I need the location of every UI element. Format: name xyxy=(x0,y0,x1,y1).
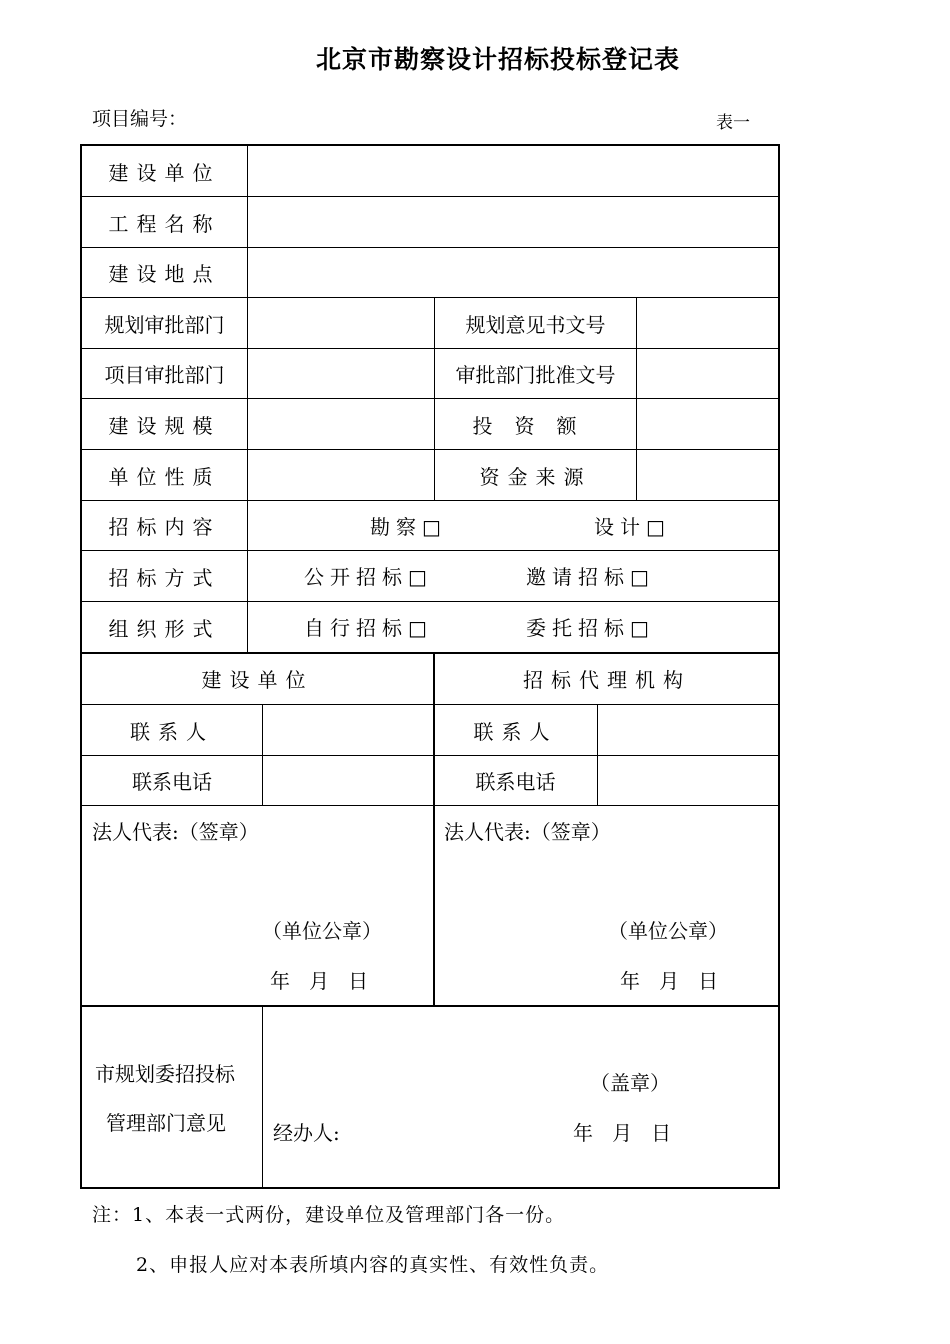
form-title: 北京市勘察设计招标投标登记表 xyxy=(315,45,680,74)
committee-label-line2: 管理部门意见 xyxy=(106,1111,226,1135)
label-contact-phone-left: 联系电话 xyxy=(132,770,212,794)
label-contact-person-right: 联系人 xyxy=(473,719,558,744)
project-number-label: 项目编号： xyxy=(92,108,188,130)
label-contact-person-left: 联系人 xyxy=(130,719,214,744)
header-agency: 招标代理机构 xyxy=(523,668,691,692)
committee-handler: 经办人: xyxy=(273,1121,340,1145)
option-self-bid[interactable]: 自行招标□ xyxy=(304,616,433,640)
label-plan-doc-no: 规划意见书文号 xyxy=(465,312,606,337)
legal-rep-left: 法人代表:（签章） xyxy=(92,820,259,844)
note-1: 注：1、本表一式两份，建设单位及管理部门各一份。 xyxy=(92,1204,566,1226)
label-bid-content: 招标内容 xyxy=(108,515,221,539)
committee-stamp: （盖章） xyxy=(590,1071,670,1095)
column-divider xyxy=(262,704,263,805)
label-org-form: 组织形式 xyxy=(108,616,221,641)
option-open-bid[interactable]: 公开招标□ xyxy=(304,565,433,589)
unit-seal-left: （单位公章） xyxy=(262,919,382,943)
label-unit-nature: 单位性质 xyxy=(108,464,221,489)
option-invite-bid[interactable]: 邀请招标□ xyxy=(526,565,655,589)
label-scale: 建设规模 xyxy=(108,413,221,438)
option-design[interactable]: 设计□ xyxy=(594,515,671,539)
date-left: 年 月 日 xyxy=(270,969,369,993)
header-build-unit: 建设单位 xyxy=(201,668,314,692)
label-approval-doc-no: 审批部门批准文号 xyxy=(455,363,616,387)
option-entrust-bid[interactable]: 委托招标□ xyxy=(526,616,655,640)
label-project-name: 工程名称 xyxy=(108,211,221,236)
label-fund-source: 资金来源 xyxy=(479,464,592,489)
label-plan-dept: 规划审批部门 xyxy=(104,312,225,337)
label-contact-phone-right: 联系电话 xyxy=(475,770,556,794)
label-build-site: 建设地点 xyxy=(108,262,221,286)
column-divider xyxy=(262,1005,263,1189)
committee-date: 年 月 日 xyxy=(573,1121,672,1145)
section-divider xyxy=(80,1005,780,1007)
column-divider xyxy=(247,144,248,652)
column-divider xyxy=(597,704,598,805)
date-right: 年 月 日 xyxy=(620,969,719,993)
legal-rep-right: 法人代表:（签章） xyxy=(444,820,611,844)
label-build-unit: 建设单位 xyxy=(108,160,221,185)
row-divider xyxy=(80,805,780,806)
label-bid-method: 招标方式 xyxy=(108,565,221,590)
committee-label-line1: 市规划委招投标 xyxy=(95,1062,235,1086)
table-number: 表一 xyxy=(716,113,750,133)
note-2: 2、申报人应对本表所填内容的真实性、有效性负责。 xyxy=(136,1254,610,1276)
label-project-dept: 项目审批部门 xyxy=(104,363,225,387)
label-investment: 投资额 xyxy=(472,413,599,438)
option-survey[interactable]: 勘察□ xyxy=(370,515,447,539)
column-divider xyxy=(636,297,637,500)
unit-seal-right: （单位公章） xyxy=(608,919,728,943)
